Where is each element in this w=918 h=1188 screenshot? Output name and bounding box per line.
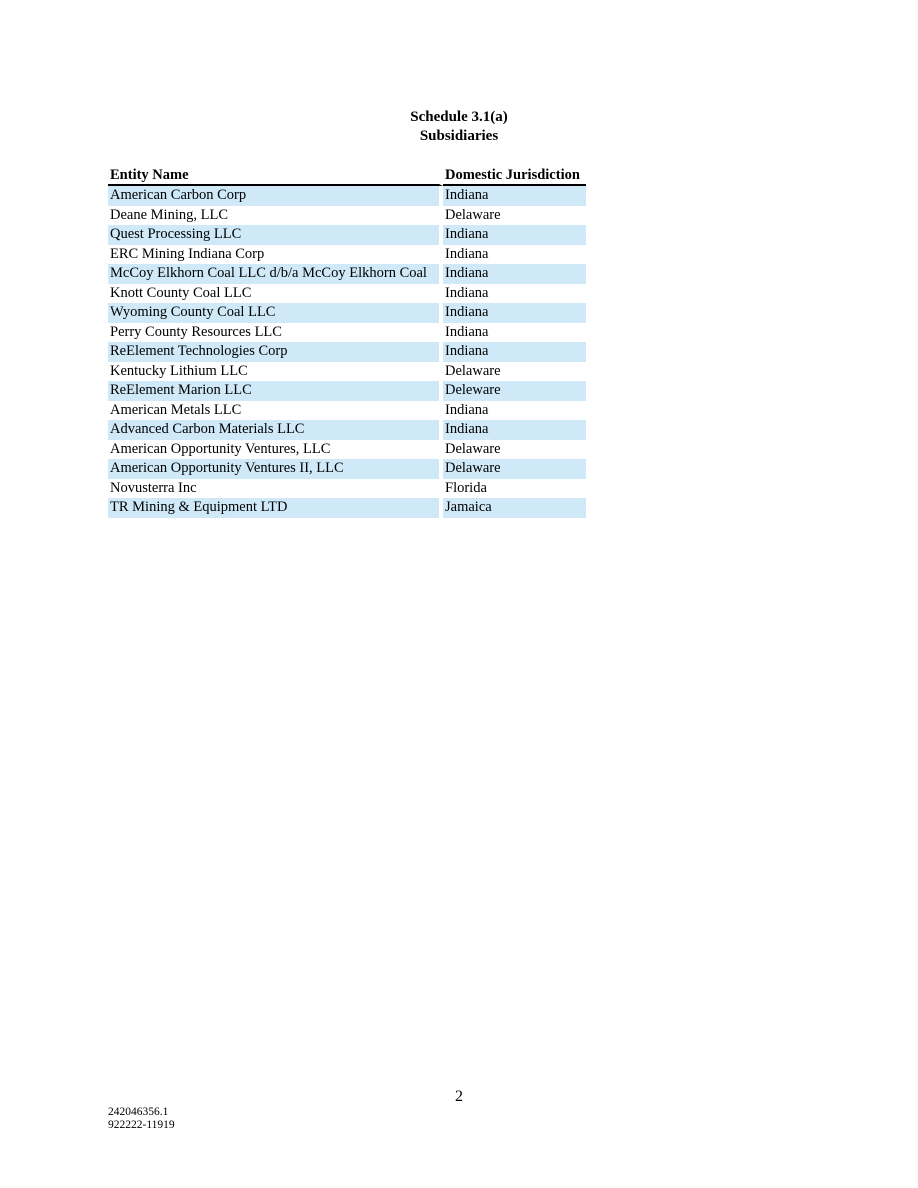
table-row xyxy=(108,362,586,382)
page-number: 2 xyxy=(455,1088,463,1105)
table-row xyxy=(108,186,586,206)
entity-name-cell: Perry County Resources LLC xyxy=(108,323,443,343)
jurisdiction-cell: Florida xyxy=(445,479,487,496)
table-row xyxy=(108,498,586,518)
jurisdiction-cell: Delaware xyxy=(443,459,586,479)
subsidiaries-table xyxy=(108,166,586,518)
table-row xyxy=(108,245,586,265)
jurisdiction-cell: Indiana xyxy=(443,303,586,323)
jurisdiction-cell: Indiana xyxy=(445,323,489,340)
entity-name-cell: Kentucky Lithium LLC xyxy=(108,362,443,382)
entity-name-cell: Wyoming County Coal LLC xyxy=(108,303,443,323)
jurisdiction-cell: Indiana xyxy=(443,225,586,245)
entity-name-cell: American Carbon Corp xyxy=(108,186,443,206)
jurisdiction-cell: Indiana xyxy=(445,401,489,418)
table-row xyxy=(108,323,586,343)
table-row xyxy=(108,440,586,460)
table-header-row xyxy=(108,166,586,186)
jurisdiction-cell: Deleware xyxy=(443,381,586,401)
entity-name-cell: Novusterra Inc xyxy=(108,479,443,499)
jurisdiction-cell: Delaware xyxy=(445,362,501,379)
entity-name-cell: Knott County Coal LLC xyxy=(108,284,443,304)
table-row xyxy=(108,401,586,421)
entity-name-cell: McCoy Elkhorn Coal LLC d/b/a McCoy Elkhorn Coal xyxy=(108,264,443,284)
table-row xyxy=(108,284,586,304)
entity-name-cell: American Opportunity Ventures, LLC xyxy=(108,440,443,460)
entity-name-cell: Advanced Carbon Materials LLC xyxy=(108,420,443,440)
jurisdiction-cell: Indiana xyxy=(443,264,586,284)
table-row xyxy=(108,206,586,226)
table-row xyxy=(108,225,586,245)
entity-name-cell: Quest Processing LLC xyxy=(108,225,443,245)
entity-name-header: Entity Name xyxy=(108,166,443,186)
entity-name-cell: ReElement Technologies Corp xyxy=(108,342,443,362)
jurisdiction-cell: Delaware xyxy=(445,440,501,457)
schedule-subtitle: Subsidiaries xyxy=(419,128,499,144)
jurisdiction-cell: Indiana xyxy=(443,186,586,206)
entity-name-cell: TR Mining & Equipment LTD xyxy=(108,498,443,518)
table-row xyxy=(108,459,586,479)
entity-name-cell: American Metals LLC xyxy=(108,401,443,421)
table-row xyxy=(108,342,586,362)
table-row xyxy=(108,381,586,401)
jurisdiction-cell: Indiana xyxy=(443,420,586,440)
jurisdiction-cell: Indiana xyxy=(445,284,489,301)
table-row xyxy=(108,303,586,323)
jurisdiction-header: Domestic Jurisdiction xyxy=(443,166,586,186)
jurisdiction-cell: Delaware xyxy=(445,206,501,223)
table-row xyxy=(108,479,586,499)
jurisdiction-cell: Jamaica xyxy=(443,498,586,518)
footer-doc-id: 242046356.1 xyxy=(108,1106,169,1118)
entity-name-cell: ReElement Marion LLC xyxy=(108,381,443,401)
table-row xyxy=(108,420,586,440)
jurisdiction-cell: Indiana xyxy=(443,342,586,362)
footer-matter-number: 922222-11919 xyxy=(108,1119,175,1131)
jurisdiction-cell: Indiana xyxy=(445,245,489,262)
table-row xyxy=(108,264,586,284)
schedule-title: Schedule 3.1(a) xyxy=(410,109,508,125)
entity-name-cell: American Opportunity Ventures II, LLC xyxy=(108,459,443,479)
entity-name-cell: Deane Mining, LLC xyxy=(108,206,443,226)
entity-name-cell: ERC Mining Indiana Corp xyxy=(108,245,443,265)
